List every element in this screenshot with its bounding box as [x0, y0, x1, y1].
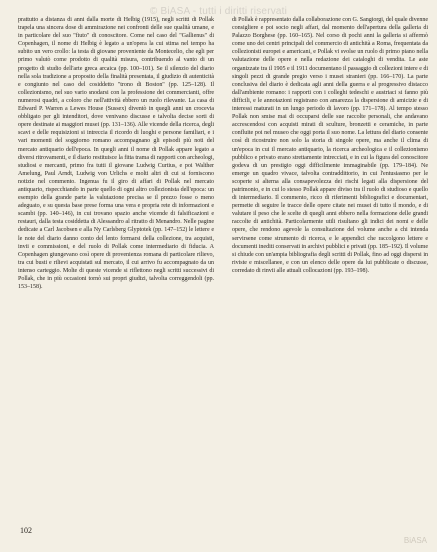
library-stamp: BiASA	[403, 536, 427, 545]
left-column-text: prattutto a distanza di anni dalla morte di Helbig (1915), negli scritti di Pollak trapela una sincera dose di ammirazione nei confronti delle sue qualità umane, e in particolare del suo "fiuto" di conoscitore. Come nel caso del "Gallienus" di Copenhagen, il nome di Helbig è legato a un'opera la cui stima nel tempo ha subito un vero crollo: la testa di giovane proveniente da Montecelio, che egli per primo valutò come prodotto di qualità misura, contribuendo al vanto di un progetto di studio dell'arte greca arcaica (pp. 100–101). Se il silenzio del diario nella sola tradizione a proposito della finalità presentata, il giudizio di autenticità e congiunto nel caso del cosiddetto "trono di Boston" (pp. 125–128). Il collezionismo, nel suo vario snodarsi con la professione dei commercianti, offre numerosi quadri, a coloro che nell'attività ebbero un ruolo rilevante. La casa di Edward P. Warren a Lewes House (Sussex) diventò in quegli anni un crocevia obbligato per gli intenditori, dove venivano discusse e talvolta decise sorti di opere destinate ai maggiori musei (pp. 131–136). Alle vicende della ricerca, degli scavi e delle requisizioni si intreccia il ricordo di luoghi e persone familiari, e i vari momenti del soggiorno romano accompagnano gli episodi più noti del mercato antiquario dell'epoca. In quegli anni il nome di Pollak appare legato a diversi ritrovamenti, e il diario restituisce la fitta trama di rapporti con archeologi, studiosi e mercanti, primo fra tutti il giovane Ludwig Curtius, e poi Walther Amelung, Paul Arndt, Ludwig von Urlichs e molti altri di cui si forniscono notizie nel commento. Ingenua fu il giro di affari di Pollak nel mercato antiquario, rispecchiando in parte quello di ogni altro collezionista dell'epoca: un esempio della grande parte la valutazione precisa se il prezzo fosse o meno adeguato, e su questa base prese forma una vera e propria rete di informazioni e scambi (pp. 140–146), in cui trovano spazio anche vicende di falsificazioni e restauri, dalla testa cosiddetta di Alessandro al ritratto di Menandro. Nelle pagine dedicate a Carl Jacobsen e alla Ny Carlsberg Glyptotek (pp. 147–152) le lettere e le note del diario danno conto del lento formarsi della collezione, tra acquisti, invii e commissioni, e del ruolo di Pollak come intermediario di fiducia. A Copenhagen giungevano così opere di provenienza romana di particolare rilievo, tra cui busti e rilievi acquistati sul mercato, il cui arrivo fu accompagnato da un intenso carteggio. Molte di queste vicende si riflettono negli scritti successivi di Pollak, che in più occasioni tornò sui propri giudizi, talvolta correggendoli (pp. 153–158).	[18, 17, 214, 291]
right-column	[232, 16, 428, 536]
watermark-text: © BiASA - tutti i diritti riservati	[149, 6, 288, 17]
text-columns	[18, 16, 428, 536]
left-column	[18, 16, 214, 536]
right-column-text: di Pollak è rappresentato dalla collaborazione con G. Sangiorgi, del quale divenne consigliere e poi socio negli affari, dal momento dell'apertura della galleria di Palazzo Borghese (pp. 160–165). Nel corso di pochi anni la galleria si affermò come uno dei centri principali del commercio di antichità a Roma, frequentata da collezionisti europei e americani, e Pollak vi svolse un ruolo di primo piano nella valutazione delle opere e nella redazione dei cataloghi di vendita. Le aste organizzate tra il 1905 e il 1911 documentano il passaggio di collezioni intere e di singoli pezzi di grande pregio verso i musei stranieri (pp. 166–170). La parte conclusiva del diario è dedicata agli anni della guerra e al progressivo distacco dall'ambiente romano: i rapporti con i colleghi tedeschi e austriaci si fanno più difficili, e le annotazioni registrano con amarezza la dispersione di amicizie e di interessi maturati in un lungo periodo di lavoro (pp. 171–178). Al tempo stesso Pollak non smise mai di occuparsi delle sue raccolte personali, che andavano accrescendosi con acquisti mirati di sculture, bronzetti e ceramiche, in parte confluite poi nel museo che oggi porta il suo nome. La lettura del diario consente così di ricostruire non solo la storia di singole opere, ma anche il clima di un'epoca in cui il mercato antiquario, la ricerca archeologica e il collezionismo pubblico e privato erano strettamente intrecciati, e in cui la figura del conoscitore godeva di un prestigio oggi difficilmente immaginabile (pp. 179–184). Ne emerge un quadro vivace, talvolta contraddittorio, in cui l'entusiasmo per le scoperte si alterna alla consapevolezza dei rischi legati alla dispersione del patrimonio, e in cui lo stesso Pollak appare diviso tra il ruolo di studioso e quello di intermediario. Il commento, ricco di riferimenti bibliografici e documentari, permette di seguire le tracce delle opere citate nei musei di tutto il mondo, e di valutare il peso che le scelte di quegli anni ebbero nella formazione delle grandi raccolte di antichità. Particolarmente utili risultano gli indici dei nomi e delle opere, che rendono agevole la consultazione del volume anche a chi intenda servirsene come strumento di ricerca, e le appendici che raccolgono lettere e documenti inediti conservati in archivi pubblici e privati (pp. 185–192). Il volume si chiude con un'ampia bibliografia degli scritti di Pollak, fino ad oggi dispersi in riviste e miscellanee, e con un elenco delle opere da lui pubblicate o discusse, corredato di rinvii alle attuali collocazioni (pp. 193–198).	[232, 17, 428, 274]
page-number: 102	[20, 526, 32, 535]
